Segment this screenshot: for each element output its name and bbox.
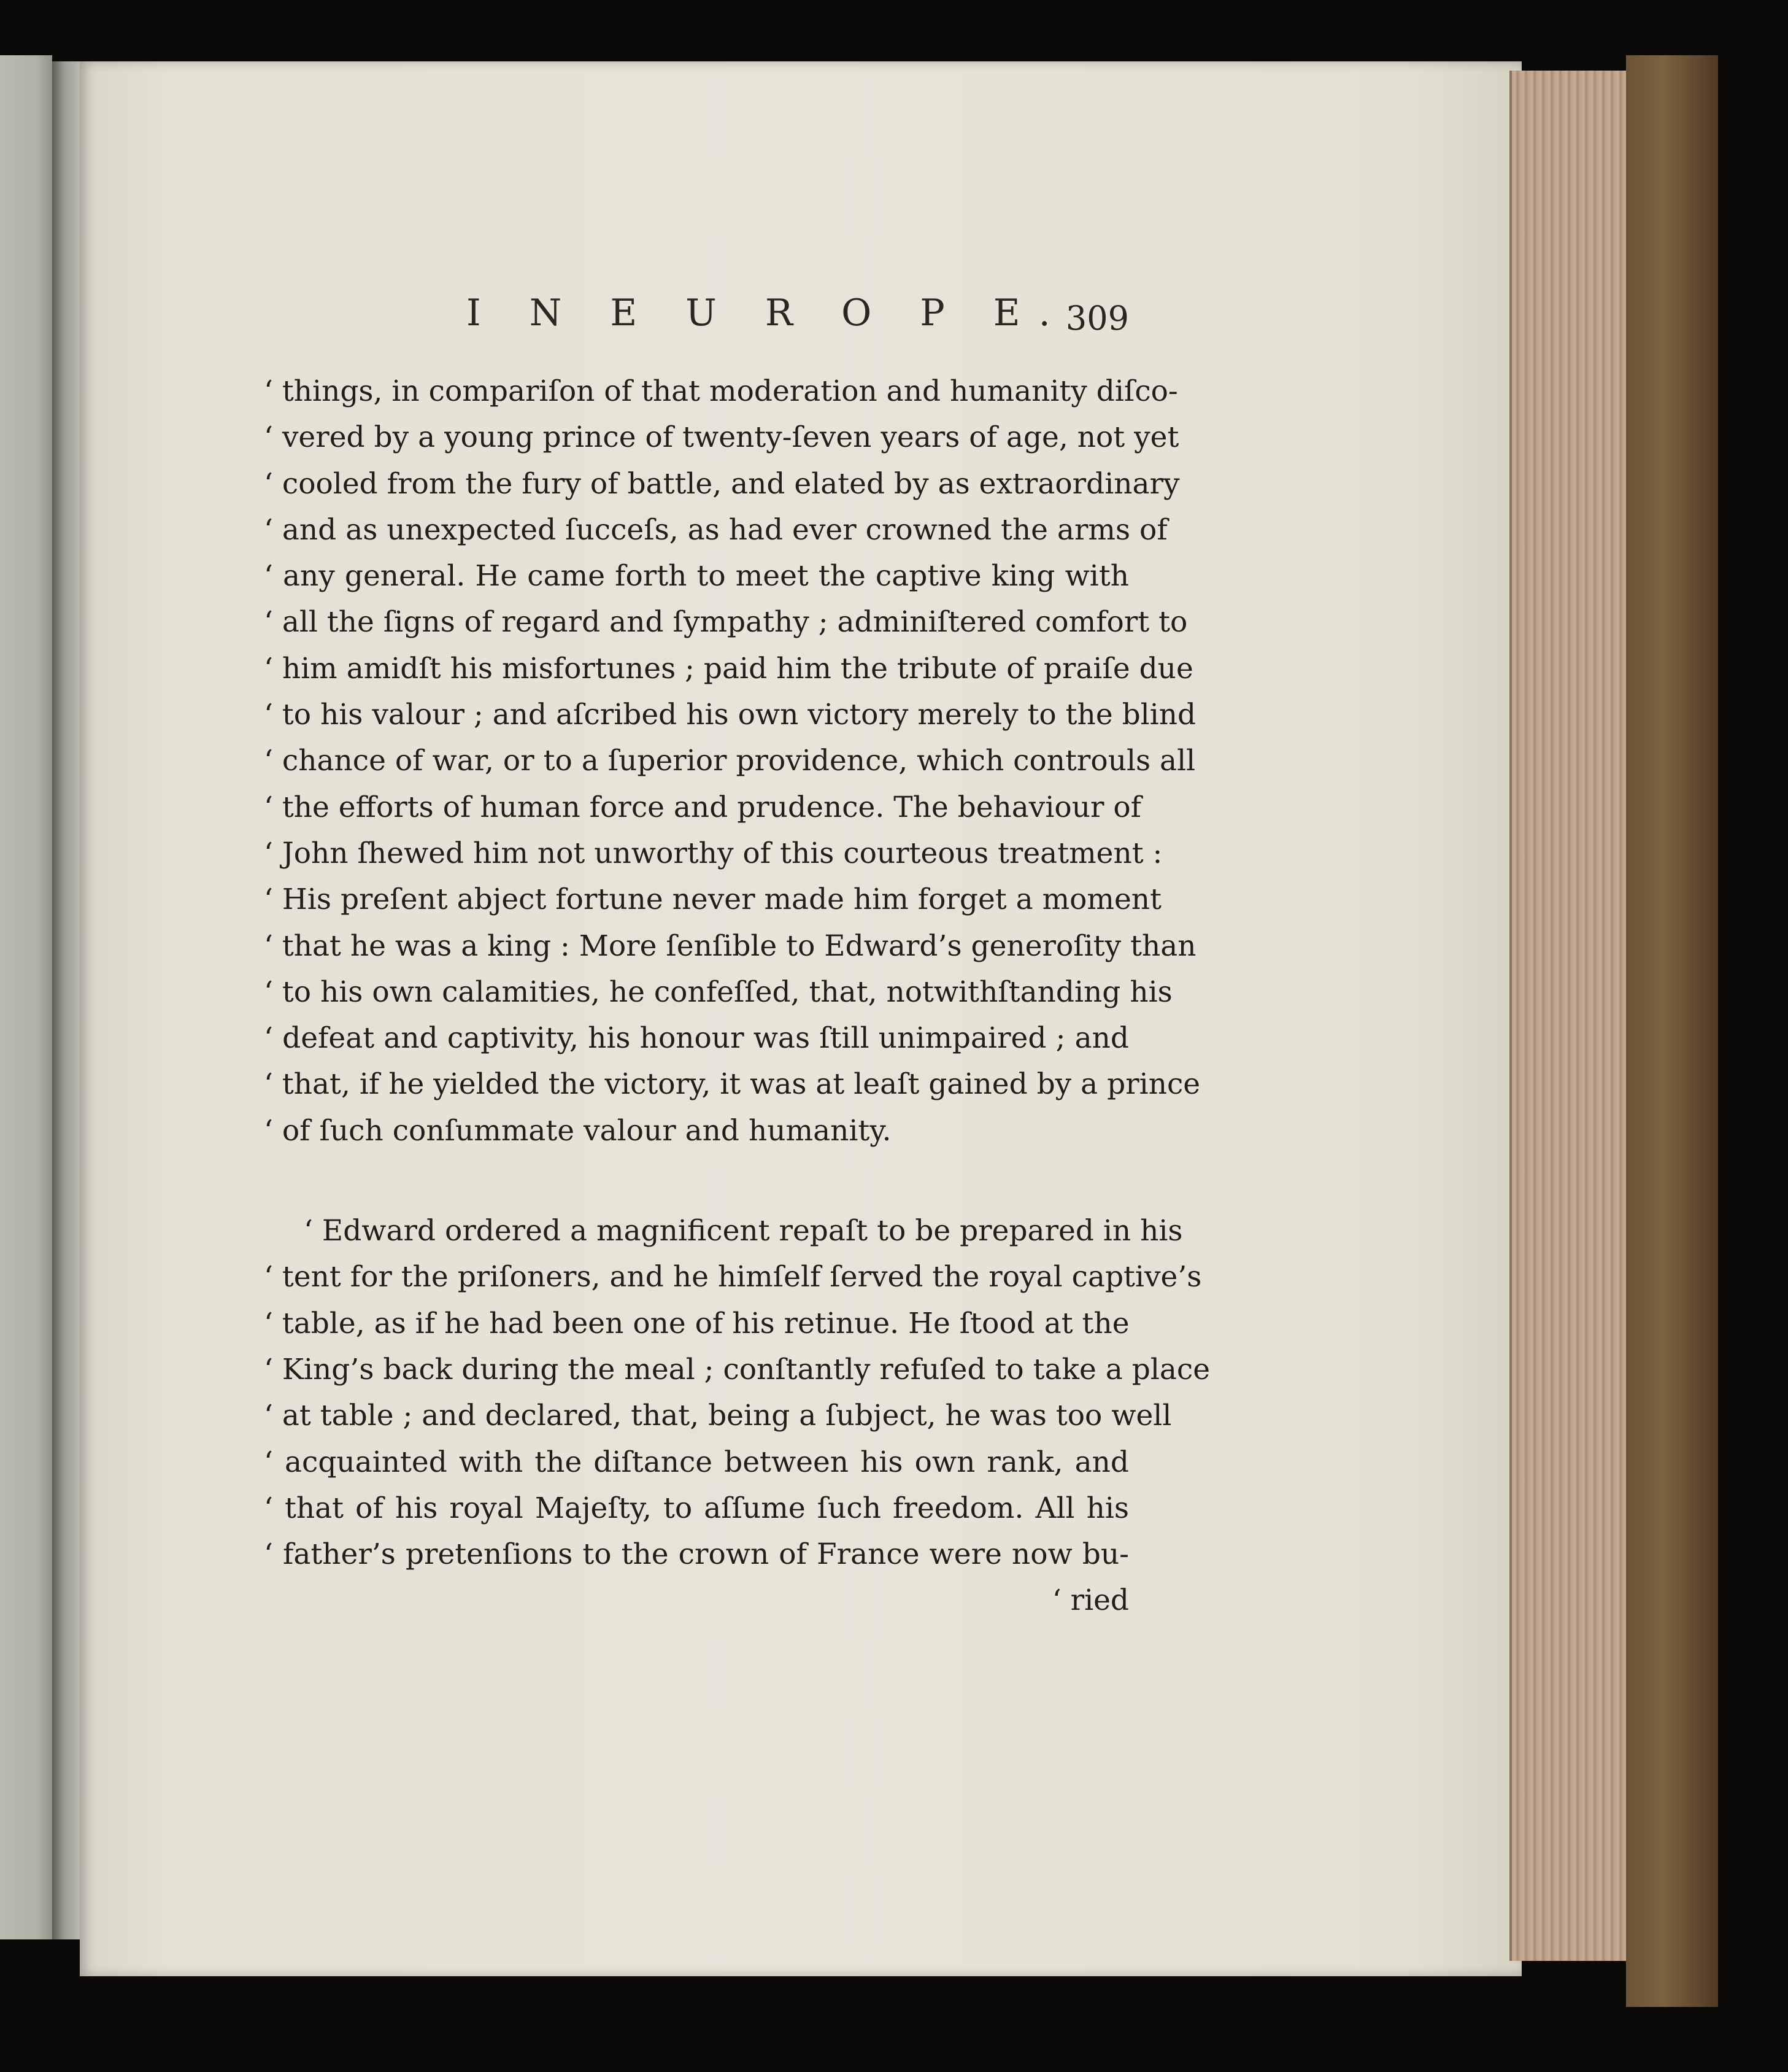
text-line: ‘ to his own calamities, he confeſſed, that, notwithſtanding his (264, 975, 1173, 1009)
text-line: ‘ cooled from the fury of battle, and elated by as extraordinary (264, 466, 1180, 501)
text-line: ‘ at table ; and declared, that, being a ſubject, he was too well (264, 1399, 1172, 1433)
text-line: ‘ things, in compariſon of that moderation and humanity diſco- (264, 374, 1178, 408)
running-head: I N E U R O P E. (466, 292, 1069, 334)
book-cover-edge (1626, 55, 1718, 2007)
text-line: ‘ all the ſigns of regard and ſympathy ; adminiſtered comfort to (264, 605, 1188, 640)
text-line: ‘ His preſent abject fortune never made him forget a moment (264, 883, 1162, 917)
text-line: ‘ table, as if he had been one of his retinue. He ſtood at the (264, 1306, 1130, 1340)
text-line: ‘ him amidſt his misfortunes ; paid him the tribute of praiſe due (264, 651, 1193, 686)
text-line: ‘ of ſuch conſummate valour and humanity. (264, 1113, 892, 1148)
text-line: ‘ that he was a king : More ſenſible to Edward’s generoſity than (264, 929, 1196, 963)
text-line: ‘ that of his royal Majeſty, to aſſume ſuch freedom. All his (264, 1491, 1129, 1525)
text-line: ‘ chance of war, or to a ſuperior providence, which controuls all (264, 744, 1196, 778)
text-line: ‘ defeat and captivity, his honour was ſtill unimpaired ; and (264, 1021, 1129, 1056)
text-line: ‘ tent for the priſoners, and he himſelf ſerved the royal captive’s (264, 1260, 1202, 1294)
text-line: ‘ any general. He came forth to meet the captive king with (264, 559, 1129, 593)
text-line: ‘ acquainted with the diſtance between his own rank, and (264, 1445, 1129, 1479)
paragraph-gap (264, 1154, 1129, 1208)
text-line: ‘ John ſhewed him not unworthy of this courteous treatment : (264, 836, 1163, 870)
text-line: ‘ vered by a young prince of twenty-ſeven years of age, not yet (264, 420, 1179, 455)
page-header (442, 285, 1129, 359)
text-line: ‘ the efforts of human force and prudence. The behaviour of (264, 790, 1142, 824)
left-endpaper (0, 55, 52, 1939)
text-line: ‘ and as unexpected ſucceſs, as had ever crowned the arms of (264, 512, 1168, 547)
page-fore-edge (1509, 71, 1635, 1961)
text-line: ‘ to his valour ; and aſcribed his own victory merely to the blind (264, 698, 1196, 732)
catchword: ‘ ried (1052, 1583, 1129, 1618)
text-line: ‘ father’s pretenſions to the crown of France were now bu- (264, 1537, 1129, 1572)
text-line: ‘ Edward ordered a magnificent repaſt to be prepared in his (304, 1214, 1183, 1248)
page-number: 309 (1065, 299, 1129, 338)
body-text (264, 368, 1211, 1624)
text-line: ‘ King’s back during the meal ; conſtantly refuſed to take a place (264, 1352, 1211, 1386)
paragraph-1 (264, 368, 1201, 1154)
text-line: ‘ that, if he yielded the victory, it was at leaſt gained by a prince (264, 1067, 1201, 1102)
paragraph-2 (264, 1208, 1211, 1577)
